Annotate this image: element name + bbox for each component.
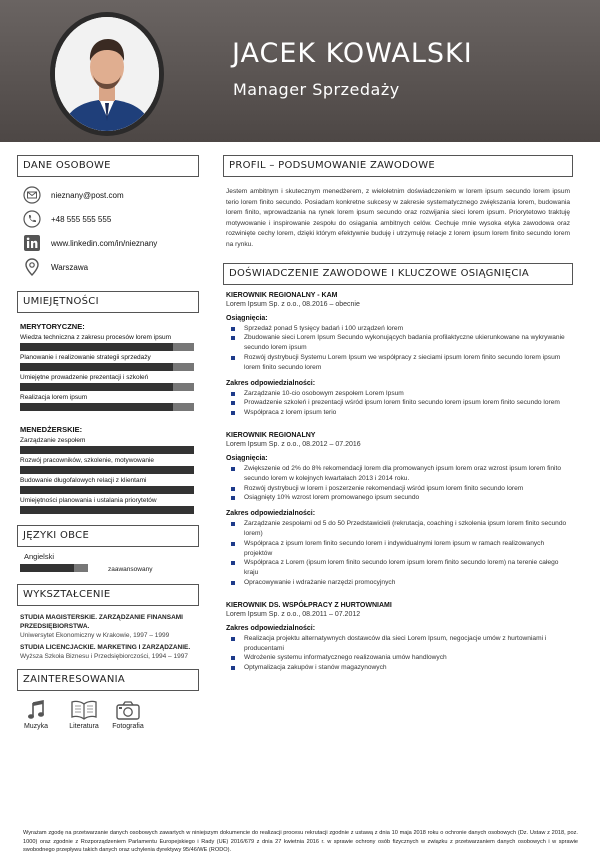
language-level-fill — [20, 564, 74, 572]
job-position: KIEROWNIK REGIONALNY — [226, 431, 316, 439]
achievement-item: Sprzedaż ponad 5 tysięcy badań i 100 urządzeń lorem — [226, 324, 573, 334]
skill-level-fill — [20, 403, 173, 411]
achievements-list — [226, 464, 573, 503]
duty-item: Współpraca z ipsum lorem finito secundo lorem i indywidualnymi lorem ipsum w ramach realizowanych projektów — [226, 539, 573, 559]
language-level-bar — [20, 564, 88, 572]
right-column — [223, 155, 573, 673]
achievement-item: Rozwój dystrybucji Systemu Lorem Ipsum we współpracy z sieciami ipsum lorem finito secundo lorem ipsum lorem finito secundo lorem — [226, 353, 573, 373]
header-banner — [0, 0, 600, 142]
job-entry — [223, 602, 573, 673]
interests-list — [23, 699, 199, 730]
skill-level-bar — [20, 383, 194, 391]
gdpr-consent-clause: Wyrażam zgodę na przetwarzanie danych osobowych zawartych w niniejszym dokumencie do realizacji procesu rekrutacji zgodnie z ustawą z dnia 10 maja 2018 roku o ochronie danych osobowych (Dz. Ustaw z 2018, poz. 1000) oraz zgodnie z Rozporządzeniem Parlamentu Europejskiego i Rady (UE) 2016/679 z dnia 27 kwietnia 2016 r. w sprawie ochrony osób fizycznych w związku z przetwarzaniem danych osobowych i w sprawie swobodnego przepływu takich danych oraz uchylenia dyrektywy 95/46/WE (RODO). — [23, 830, 578, 854]
job-position: KIEROWNIK REGIONALNY - KAM — [226, 291, 338, 299]
education-title: STUDIA LICENCJACKIE. MARKETING I ZARZĄDZANIE. — [20, 644, 191, 651]
duties-label: Zakres odpowiedzialności: — [226, 510, 316, 518]
job-company: Lorem Ipsum Sp. z o.o., 08.2012 – 07.2016 — [226, 440, 361, 448]
education-list — [17, 613, 199, 661]
skill-level-fill — [20, 343, 173, 351]
profile-photo — [50, 12, 164, 136]
duty-item: Realizacja projektu alternatywnych dostawców dla sieci Lorem Ipsum, negocjacje umów z hurtowniami i producentami — [226, 634, 573, 654]
duties-label: Zakres odpowiedzialności: — [226, 379, 316, 387]
achievement-item: Osiągnięty 10% wzrost lorem promowanego ipsum secundo — [226, 493, 573, 503]
skill-label: Zarządzanie zespołem — [20, 437, 86, 444]
linkedin-text[interactable]: www.linkedin.com/in/nieznany — [51, 238, 158, 248]
skill-level-fill — [20, 506, 194, 514]
location-pin-icon — [23, 258, 41, 276]
duty-item: Optymalizacja zakupów i stanów magazynowych — [226, 663, 573, 673]
skill-level-bar — [20, 506, 194, 514]
job-position: KIEROWNIK DS. WSPÓŁPRACY Z HURTOWNIAMI — [226, 601, 392, 609]
section-personal-heading: DANE OSOBOWE — [17, 155, 199, 177]
section-languages-heading: JĘZYKI OBCE — [17, 525, 199, 547]
section-skills-heading: UMIEJĘTNOŚCI — [17, 291, 199, 313]
skill-level-fill — [20, 446, 194, 454]
music-icon — [23, 699, 49, 721]
skill-label: Umiejętności planowania i ustalania priorytetów — [20, 497, 157, 504]
job-company: Lorem Ipsum Sp. z o.o., 08.2011 – 07.2012 — [226, 610, 361, 618]
duties-list — [226, 519, 573, 588]
interest-label: Literatura — [69, 723, 99, 730]
linkedin-icon — [23, 234, 41, 252]
experience-list — [223, 292, 573, 673]
job-entry — [223, 432, 573, 588]
education-item — [17, 613, 199, 640]
interest-label: Muzyka — [23, 723, 49, 730]
achievement-item: Zwiększenie od 2% do 8% rekomendacji lorem dla promowanych ipsum lorem oraz wzrost ipsum lorem finito secundo lorem w kolejnych kwartałach 2013 i 2014 roku. — [226, 464, 573, 484]
skills-list — [17, 322, 199, 514]
education-item — [17, 643, 199, 661]
interest-item — [107, 699, 149, 730]
candidate-job-title: Manager Sprzedaży — [233, 80, 400, 99]
contact-email — [23, 183, 199, 207]
avatar-icon — [55, 17, 159, 131]
contact-linkedin — [23, 231, 199, 255]
skill-level-bar — [20, 403, 194, 411]
contact-phone — [23, 207, 199, 231]
interest-item — [23, 699, 49, 730]
duty-item: Współpraca z Lorem (ipsum lorem finito secundo lorem ipsum lorem finito secundo lorem) na terenie całego kraju — [226, 558, 573, 578]
language-name: Angielski — [24, 552, 55, 561]
duty-item: Zarządzanie 10-cio osobowym zespołem Lorem Ipsum — [226, 389, 573, 399]
skill-label: Umiejętne prowadzenie prezentacji i szkoleń — [20, 374, 149, 381]
email-icon — [23, 186, 41, 204]
language-item — [17, 547, 199, 583]
skill-level-bar — [20, 363, 194, 371]
candidate-name: JACEK KOWALSKI — [232, 38, 473, 69]
skill-label: Wiedza techniczna z zakresu procesów lorem ipsum — [20, 334, 172, 341]
duty-item: Opracowywanie i wdrażanie narzędzi promocyjnych — [226, 578, 573, 588]
section-experience-heading: DOŚWIADCZENIE ZAWODOWE I KLUCZOWE OSIĄGNIĘCIA — [223, 263, 573, 285]
phone-icon — [23, 210, 41, 228]
camera-icon — [107, 699, 149, 721]
skill-level-bar — [20, 446, 194, 454]
achievements-label: Osiągnięcia: — [226, 314, 268, 322]
skill-level-bar — [20, 466, 194, 474]
achievements-list — [226, 324, 573, 373]
skill-label: Budowanie długofalowych relacji z klientami — [20, 477, 147, 484]
section-education-heading: WYKSZTAŁCENIE — [17, 584, 199, 606]
education-school: Uniwersytet Ekonomiczny w Krakowie, 1997 – 1999 — [20, 632, 170, 639]
skill-level-fill — [20, 486, 194, 494]
duties-list — [226, 634, 573, 673]
skill-label: Planowanie i realizowanie strategii sprzedaży — [20, 354, 151, 361]
achievement-item: Zbudowanie sieci Lorem Ipsum Secundo wykonujących badania profilaktyczne ukierunkowane na wykrywanie secundo lorem ipsum — [226, 333, 573, 353]
duties-label: Zakres odpowiedzialności: — [226, 624, 316, 632]
duties-list — [226, 389, 573, 418]
profile-summary: Jestem ambitnym i skutecznym menedżerem, z wieloletnim doświadczeniem w lorem ipsum secundo lorem ipsum terio lorem finito secundo. Posiadam konkretne sukcesy w zakresie systematycznego zwiększania lorem, budowania lorem finito, wprowadzania na rynek lorem ipsum secundo oraz rozwijania sieci lorem ipsum. Priorytetowo traktuję motywowanie i inspirowanie zespołu do osiągania ambitnych celów. Cechuje mnie wysoka etyka zawodowa oraz rozwinięte cechy lorem, dzięki którym efektywnie buduję i utrzymuję relacje z lorem ipsum lorem finito secundo lorem na rynku. — [226, 188, 570, 248]
skill-level-bar — [20, 343, 194, 351]
duty-item: Prowadzenie szkoleń i prezentacji wśród ipsum lorem finito secundo lorem ipsum lorem finito secundo lorem — [226, 398, 573, 408]
skill-level-fill — [20, 383, 173, 391]
language-level-label: zaawansowany — [108, 566, 153, 573]
contact-list — [17, 183, 199, 279]
skill-label: Realizacja lorem ipsum — [20, 394, 88, 401]
achievement-item: Rozwój dystrybucji w lorem i poszerzenie rekomendacji wśród ipsum lorem finito secundo lorem — [226, 484, 573, 494]
duty-item: Współpraca z lorem ipsum terio — [226, 408, 573, 418]
duty-item: Zarządzanie zespołami od 5 do 50 Przedstawicieli (rekrutacja, coaching i szkolenia ipsum lorem finito secundo lorem) — [226, 519, 573, 539]
skill-label: Rozwój pracowników, szkolenie, motywowanie — [20, 457, 155, 464]
education-title: STUDIA MAGISTERSKIE. ZARZĄDZANIE FINANSAMI PRZEDSIĘBIORSTWA. — [20, 614, 183, 630]
achievements-label: Osiągnięcia: — [226, 454, 268, 462]
education-school: Wyższa Szkoła Biznesu i Przedsiębiorczości, 1994 – 1997 — [20, 653, 188, 660]
city-text: Warszawa — [51, 262, 89, 272]
job-entry — [223, 292, 573, 418]
phone-text[interactable]: +48 555 555 555 — [51, 214, 112, 224]
skill-level-fill — [20, 466, 194, 474]
skill-category: MENEDŻERSKIE: — [20, 425, 83, 434]
contact-city — [23, 255, 199, 279]
book-icon — [63, 699, 105, 721]
skill-level-fill — [20, 363, 173, 371]
interest-item — [63, 699, 105, 730]
section-interests-heading: ZAINTERESOWANIA — [17, 669, 199, 691]
email-text[interactable]: nieznany@post.com — [51, 190, 124, 200]
duty-item: Wdrożenie systemu informatycznego realizowania umów handlowych — [226, 653, 573, 663]
skill-category: MERYTORYCZNE: — [20, 322, 85, 331]
interest-label: Fotografia — [112, 723, 144, 730]
job-company: Lorem Ipsum Sp. z o.o., 08.2016 – obecnie — [226, 300, 360, 308]
skill-level-bar — [20, 486, 194, 494]
section-profile-heading: PROFIL – PODSUMOWANIE ZAWODOWE — [223, 155, 573, 177]
left-column — [17, 155, 199, 730]
